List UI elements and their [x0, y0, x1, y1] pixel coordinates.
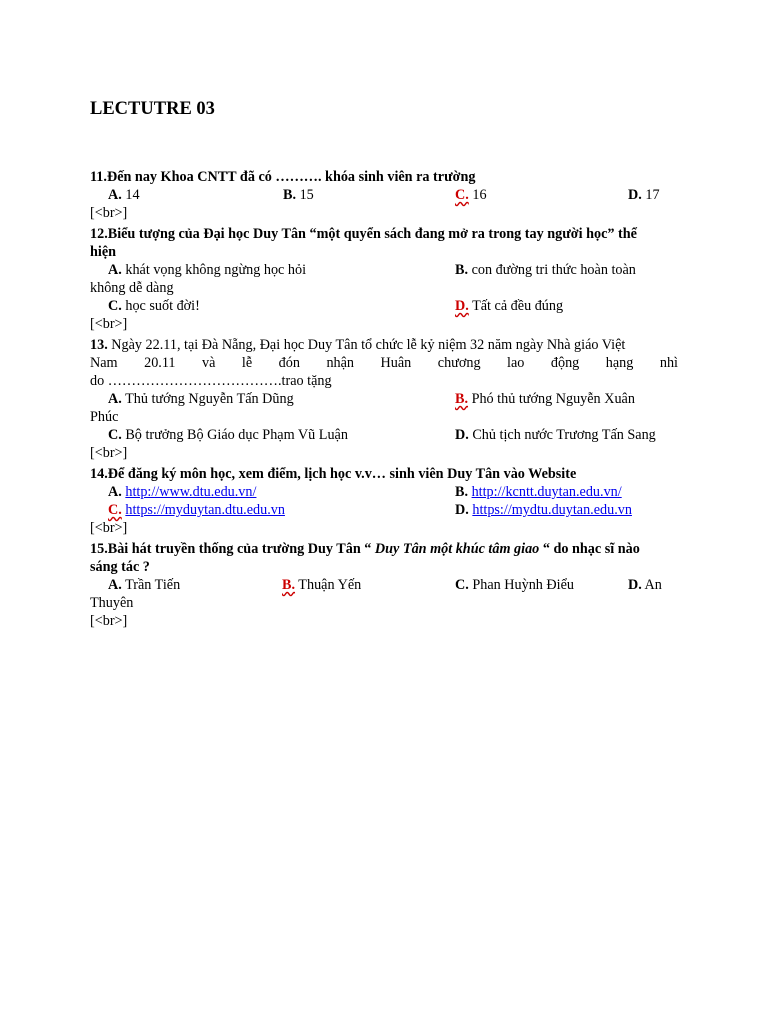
option-13-b[interactable]: B. Phó thủ tướng Nguyễn Xuân: [455, 391, 635, 407]
correct-answer-mark: C.: [455, 187, 469, 203]
question-14-text: 14.Để đăng ký môn học, xem điểm, lịch học v.v… sinh viên Duy Tân vào Website: [90, 466, 577, 482]
option-12-b[interactable]: B. con đường tri thức hoàn toàn: [455, 262, 636, 278]
song-title: Duy Tân một khúc tâm giao: [374, 541, 540, 557]
question-13-options-row2: [90, 426, 680, 444]
question-15-options: [90, 576, 680, 594]
option-13-a[interactable]: A. Thủ tướng Nguyễn Tấn Dũng: [108, 391, 294, 407]
option-14-b: B. http://kcntt.duytan.edu.vn/: [455, 484, 622, 500]
correct-answer-mark: B.: [282, 577, 296, 593]
option-12-b-cont: không dễ dàng: [90, 280, 174, 296]
correct-answer-mark: B.: [455, 391, 469, 407]
question-13-word: lao: [507, 355, 525, 371]
question-13-text: 13. Ngày 22.11, tại Đà Nẵng, Đại học Duy Tân tổ chức lễ kỷ niệm 32 năm ngày Nhà giáo Việt: [90, 337, 626, 353]
question-13-word: đón: [278, 355, 300, 371]
option-15-d-cont: Thuyên: [90, 595, 134, 611]
br-marker: [<br>]: [90, 445, 128, 461]
question-13-word: và: [202, 355, 216, 371]
question-13-word: hạng: [605, 355, 634, 371]
option-15-c[interactable]: C. Phan Huỳnh Điểu: [455, 577, 575, 593]
question-13-text-cont: [90, 354, 678, 372]
question-12-options-row1: [90, 261, 680, 279]
option-14-d: D. https://mydtu.duytan.edu.vn: [455, 502, 632, 518]
br-marker: [<br>]: [90, 520, 128, 536]
option-11-c[interactable]: C. 16: [455, 187, 487, 203]
question-12-text: 12.Biểu tượng của Đại học Duy Tân “một quyển sách đang mở ra trong tay người học” thể: [90, 226, 637, 242]
question-12-text-cont: hiện: [90, 244, 117, 260]
link-mydtu[interactable]: https://mydtu.duytan.edu.vn: [472, 502, 632, 518]
option-15-b[interactable]: B. Thuận Yến: [282, 577, 362, 593]
question-13-word: động: [550, 355, 580, 371]
option-11-a[interactable]: A. 14: [108, 187, 140, 203]
option-12-c[interactable]: C. học suốt đời!: [108, 298, 200, 314]
br-marker: [<br>]: [90, 613, 128, 629]
question-12-options-row2: [90, 297, 680, 315]
question-13-word: 20.11: [144, 355, 176, 371]
question-13-word: nhận: [326, 355, 355, 371]
question-13-word: Nam: [90, 355, 118, 371]
option-11-b[interactable]: B. 15: [283, 187, 314, 203]
option-12-a[interactable]: A. khát vọng không ngừng học hỏi: [108, 262, 307, 278]
question-13-word: chương: [437, 355, 481, 371]
link-kcntt[interactable]: http://kcntt.duytan.edu.vn/: [471, 484, 622, 500]
option-15-a[interactable]: A. Trần Tiến: [108, 577, 181, 593]
correct-answer-mark: C.: [108, 502, 122, 518]
option-14-a: A. http://www.dtu.edu.vn/: [108, 484, 257, 500]
question-13-word: lễ: [241, 355, 253, 371]
br-marker: [<br>]: [90, 205, 128, 221]
option-13-d[interactable]: D. Chủ tịch nước Trương Tấn Sang: [455, 427, 656, 443]
question-15-text: 15.Bài hát truyền thống của trường Duy Tân “ Duy Tân một khúc tâm giao “ do nhạc sĩ nào: [90, 541, 640, 557]
question-11-text: 11.Đến nay Khoa CNTT đã có ………. khóa sinh viên ra trường: [90, 169, 476, 185]
question-14-options-row2: [90, 501, 680, 519]
question-15-text-cont: sáng tác ?: [90, 559, 150, 575]
correct-answer-mark: D.: [455, 298, 469, 314]
question-14-options-row1: [90, 483, 680, 501]
question-13-text-cont2: do ……………………………….trao tặng: [90, 373, 332, 389]
page-title: LECTUTRE 03: [90, 99, 215, 119]
question-11-options: [90, 186, 680, 204]
option-15-d[interactable]: D. An: [628, 577, 662, 593]
link-myduytan[interactable]: https://myduytan.dtu.edu.vn: [125, 502, 285, 518]
option-13-b-cont: Phúc: [90, 409, 119, 425]
option-14-c: [108, 501, 285, 519]
option-13-c[interactable]: C. Bộ trưởng Bộ Giáo dục Phạm Vũ Luận: [108, 427, 348, 443]
question-13-word: nhì: [659, 355, 678, 371]
question-13-word: Huân: [380, 355, 412, 371]
question-13-options-row1: [90, 390, 680, 408]
link-dtu[interactable]: http://www.dtu.edu.vn/: [125, 484, 257, 500]
option-12-d[interactable]: D. Tất cả đều đúng: [455, 298, 564, 314]
br-marker: [<br>]: [90, 316, 128, 332]
option-11-d[interactable]: D. 17: [628, 187, 660, 203]
